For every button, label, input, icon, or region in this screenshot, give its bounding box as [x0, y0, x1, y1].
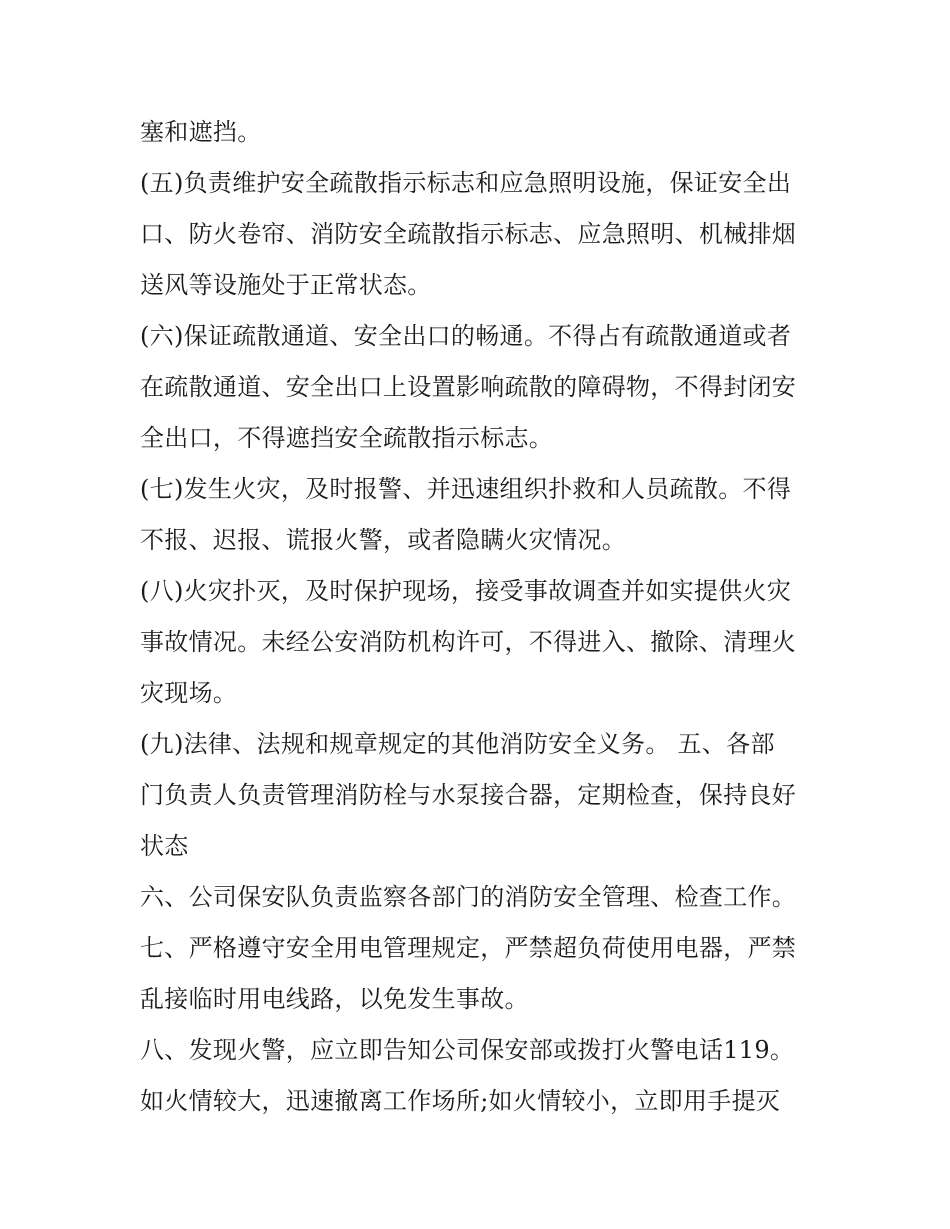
- text-line: (九)法律、法规和规章规定的其他消防安全义务。 五、各部: [140, 730, 775, 758]
- text-line: 塞和遮挡。: [140, 118, 262, 146]
- text-line: (五)负责维护安全疏散指示标志和应急照明设施，保证安全出: [140, 169, 792, 197]
- text-line: (七)发生火灾，及时报警、并迅速组织扑救和人员疏散。不得: [140, 475, 792, 503]
- text-line: 门负责人负责管理消防栓与水泵接合器，定期检查，保持良好: [140, 781, 797, 809]
- text-line: 灾现场。: [140, 679, 238, 707]
- text-line: 口、防火卷帘、消防安全疏散指示标志、应急照明、机械排烟: [140, 220, 797, 248]
- text-line: 不报、迟报、谎报火警，或者隐瞒火灾情况。: [140, 526, 626, 554]
- text-line: 如火情较大，迅速撤离工作场所;如火情较小，立即用手提灭: [140, 1087, 781, 1115]
- text-line: 状态: [140, 832, 189, 860]
- text-line: 六、公司保安队负责监察各部门的消防安全管理、检查工作。: [140, 883, 797, 911]
- document-body: [140, 107, 820, 1127]
- text-line: 送风等设施处于正常状态。: [140, 271, 432, 299]
- text-line: (六)保证疏散通道、安全出口的畅通。不得占有疏散通道或者: [140, 322, 792, 350]
- text-line: 事故情况。未经公安消防机构许可，不得进入、撤除、清理火: [140, 628, 797, 656]
- text-line: (八)火灾扑灭，及时保护现场，接受事故调查并如实提供火灾: [140, 577, 792, 605]
- text-line: 在疏散通道、安全出口上设置影响疏散的障碍物，不得封闭安: [140, 373, 797, 401]
- text-line: 乱接临时用电线路，以免发生事故。: [140, 985, 529, 1013]
- text-line: 全出口，不得遮挡安全疏散指示标志。: [140, 424, 554, 452]
- text-line: 八、发现火警，应立即告知公司保安部或拨打火警电话119。: [140, 1036, 795, 1064]
- text-line: 七、严格遵守安全用电管理规定，严禁超负荷使用电器，严禁: [140, 934, 797, 962]
